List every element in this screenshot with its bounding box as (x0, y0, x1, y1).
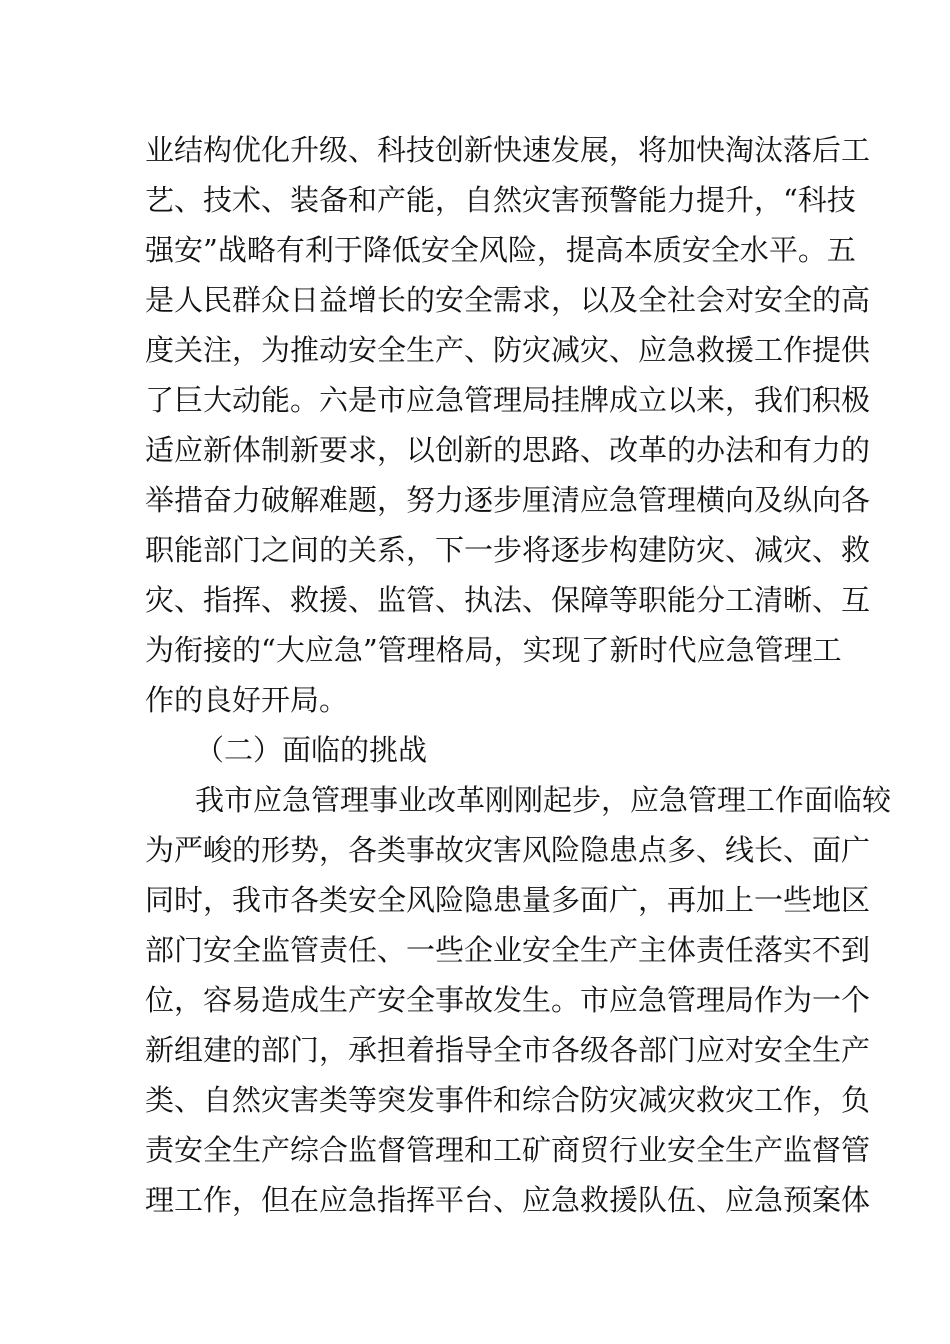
paragraph-1-line-5: 度关注，为推动安全生产、防灾减灾、应急救援工作提供 (145, 333, 871, 367)
paragraph-2-line-3: 同时，我市各类安全风险隐患量多面广，再加上一些地区 (145, 883, 871, 917)
paragraph-1-line-4: 是人民群众日益增长的安全需求，以及全社会对安全的高 (145, 283, 871, 317)
paragraph-1-line-2: 艺、技术、装备和产能，自然灾害预警能力提升，“科技 (145, 183, 856, 217)
paragraph-1-line-12: 作的良好开局。 (145, 683, 349, 717)
paragraph-2-line-1: 我市应急管理事业改革刚刚起步，应急管理工作面临较 (195, 783, 892, 817)
paragraph-2-line-6: 新组建的部门，承担着指导全市各级各部门应对安全生产 (145, 1033, 871, 1067)
paragraph-1-line-7: 适应新体制新要求，以创新的思路、改革的办法和有力的 (145, 433, 871, 467)
paragraph-2-line-9: 理工作，但在应急指挥平台、应急救援队伍、应急预案体 (145, 1183, 871, 1217)
paragraph-1-line-1: 业结构优化升级、科技创新快速发展，将加快淘汰落后工 (145, 133, 871, 167)
paragraph-2-line-7: 类、自然灾害类等突发事件和综合防灾减灾救灾工作，负 (145, 1083, 871, 1117)
paragraph-1-line-9: 职能部门之间的关系，下一步将逐步构建防灾、减灾、救 (145, 533, 871, 567)
paragraph-2-line-8: 责安全生产综合监督管理和工矿商贸行业安全生产监督管 (145, 1133, 871, 1167)
paragraph-2-line-5: 位，容易造成生产安全事故发生。市应急管理局作为一个 (145, 983, 871, 1017)
paragraph-1-line-8: 举措奋力破解难题，努力逐步厘清应急管理横向及纵向各 (145, 483, 871, 517)
section-heading: （二）面临的挑战 (195, 733, 428, 767)
paragraph-2-line-2: 为严峻的形势，各类事故灾害风险隐患点多、线长、面广 (145, 833, 871, 867)
paragraph-1-line-11: 为衔接的“大应急”管理格局，实现了新时代应急管理工 (145, 633, 842, 667)
paragraph-1-line-6: 了巨大动能。六是市应急管理局挂牌成立以来，我们积极 (145, 383, 871, 417)
paragraph-1-line-10: 灾、指挥、救援、监管、执法、保障等职能分工清晰、互 (145, 583, 871, 617)
paragraph-2-line-4: 部门安全监管责任、一些企业安全生产主体责任落实不到 (145, 933, 871, 967)
paragraph-1-line-3: 强安”战略有利于降低安全风险，提高本质安全水平。五 (145, 233, 856, 267)
